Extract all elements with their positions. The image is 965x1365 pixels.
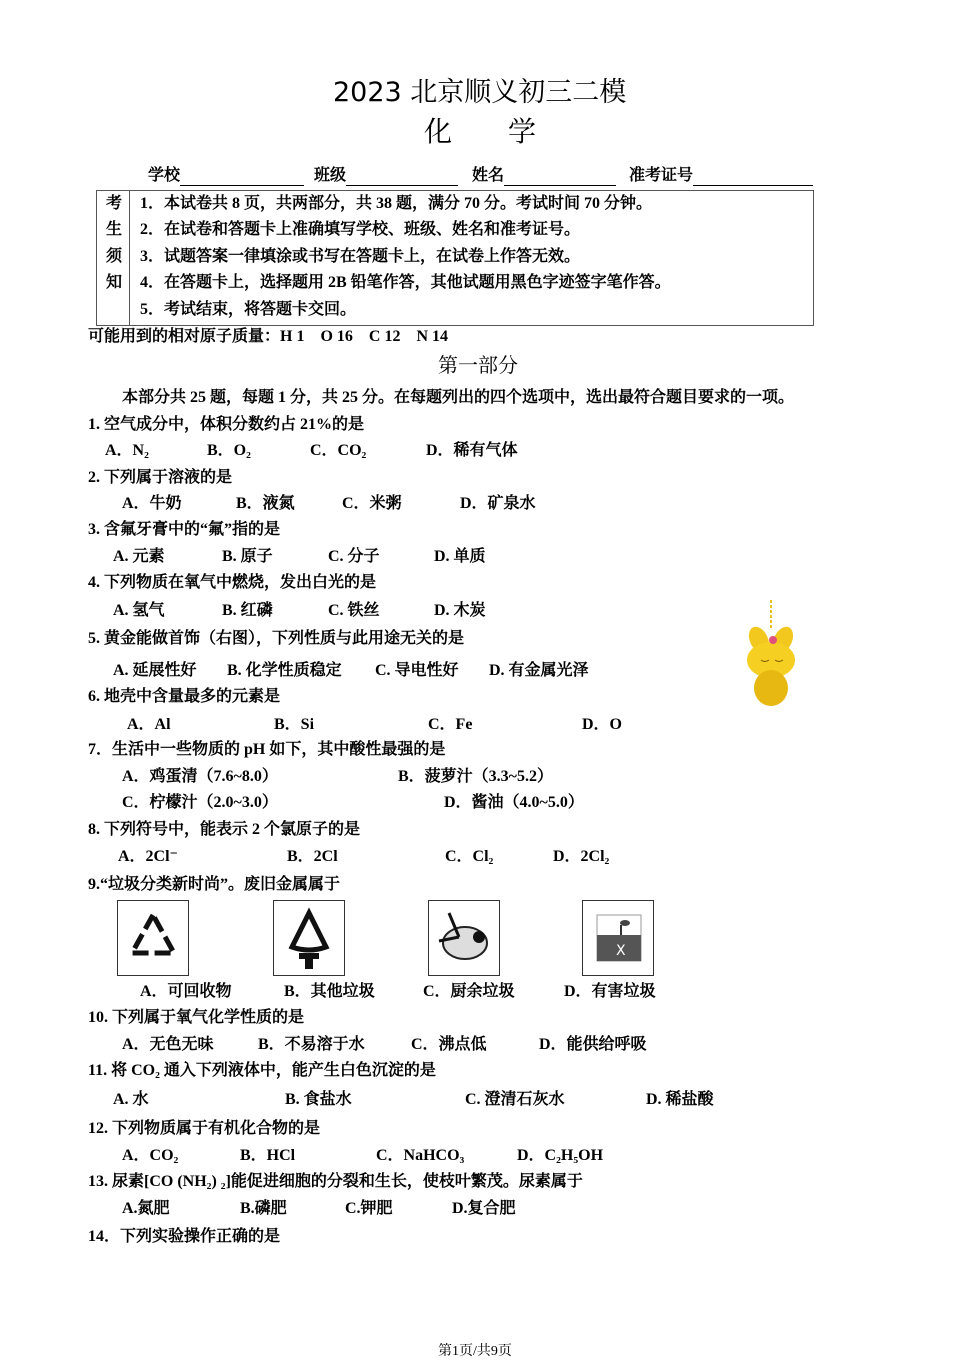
- atomic-mass-line: 可能用到的相对原子质量：H 1 O 16 C 12 N 14: [88, 328, 449, 345]
- question-stem: 12. 下列物质属于有机化合物的是: [88, 1120, 321, 1137]
- notice-item: 1．本试卷共 8 页，共两部分，共 38 题，满分 70 分。考试时间 70 分钟。: [140, 195, 653, 212]
- hazardous-waste-symbol-image: [582, 900, 654, 976]
- option[interactable]: B. 化学性质稳定: [227, 662, 342, 679]
- subject-title: 化学: [424, 115, 593, 148]
- question-stem: 8. 下列符号中，能表示 2 个氯原子的是: [88, 821, 361, 838]
- page-footer: 第1页/共9页: [438, 1344, 512, 1359]
- question-stem: 7．生活中一些物质的 pH 如下，其中酸性最强的是: [88, 741, 446, 758]
- option[interactable]: A．N₂: [105, 442, 149, 459]
- option[interactable]: C．米粥: [342, 495, 402, 512]
- question-stem: 2. 下列属于溶液的是: [88, 469, 233, 486]
- notice-side-char: 考: [106, 195, 123, 212]
- option[interactable]: D．C₂H₅OH: [517, 1147, 604, 1164]
- option[interactable]: D．稀有气体: [426, 442, 518, 459]
- svg-text:X: X: [616, 943, 626, 959]
- option[interactable]: B．2Cl: [287, 848, 338, 865]
- option[interactable]: D．2Cl₂: [553, 848, 610, 865]
- other-waste-symbol-image: [273, 900, 345, 976]
- option[interactable]: D. 单质: [434, 548, 486, 565]
- exam-title: 2023 北京顺义初三二模: [333, 77, 627, 108]
- option[interactable]: D. 稀盐酸: [646, 1091, 714, 1108]
- class-label: 班级: [314, 167, 347, 184]
- option[interactable]: B. 红磷: [222, 602, 273, 619]
- option[interactable]: A．无色无味: [122, 1036, 214, 1053]
- option[interactable]: A．2Cl⁻: [118, 848, 179, 865]
- option[interactable]: A. 延展性好: [113, 662, 197, 679]
- option[interactable]: C．柠檬汁（2.0~3.0）: [122, 794, 278, 811]
- option[interactable]: A．牛奶: [122, 495, 182, 512]
- option[interactable]: B．其他垃圾: [284, 983, 375, 1000]
- question-stem: 11. 将 CO₂ 通入下列液体中，能产生白色沉淀的是: [88, 1062, 436, 1079]
- part-intro: 本部分共 25 题，每题 1 分，共 25 分。在每题列出的四个选项中，选出最符合题目要求的一项。: [122, 389, 795, 406]
- notice-item: 4．在答题卡上，选择题用 2B 铅笔作答，其他试题用黑色字迹签字笔作答。: [140, 274, 671, 291]
- option[interactable]: B．不易溶于水: [258, 1036, 365, 1053]
- option[interactable]: A．鸡蛋清（7.6~8.0）: [122, 768, 278, 785]
- option[interactable]: B．Si: [274, 716, 315, 733]
- option[interactable]: C. 澄清石灰水: [465, 1091, 565, 1108]
- option[interactable]: C．NaHCO₃: [376, 1147, 465, 1164]
- option[interactable]: D. 有金属光泽: [489, 662, 589, 679]
- question-stem: 1. 空气成分中，体积分数约占 21%的是: [88, 416, 365, 433]
- notice-side-char: 须: [106, 248, 123, 265]
- question-stem: 5. 黄金能做首饰（右图），下列性质与此用途无关的是: [88, 630, 465, 647]
- option[interactable]: C. 铁丝: [328, 602, 380, 619]
- option[interactable]: A. 水: [113, 1091, 149, 1108]
- option[interactable]: D．有害垃圾: [564, 983, 656, 1000]
- option[interactable]: C.钾肥: [345, 1200, 393, 1217]
- question-stem: 14．下列实验操作正确的是: [88, 1228, 281, 1245]
- kitchen-waste-symbol-image: [428, 900, 500, 976]
- name-label: 姓名: [472, 167, 505, 184]
- question-stem: 6. 地壳中含量最多的元素是: [88, 688, 281, 705]
- notice-item: 2．在试卷和答题卡上准确填写学校、班级、姓名和准考证号。: [140, 221, 581, 238]
- option[interactable]: D.复合肥: [452, 1200, 516, 1217]
- option[interactable]: D．酱油（4.0~5.0）: [444, 794, 584, 811]
- option[interactable]: D．矿泉水: [460, 495, 536, 512]
- question-stem: 3. 含氟牙膏中的“氟”指的是: [88, 521, 281, 538]
- option[interactable]: B．O₂: [207, 442, 251, 459]
- option[interactable]: A. 氢气: [113, 602, 165, 619]
- option[interactable]: B. 食盐水: [285, 1091, 352, 1108]
- option[interactable]: B．HCl: [240, 1147, 296, 1164]
- notice-item: 5．考试结束，将答题卡交回。: [140, 301, 357, 318]
- option[interactable]: D．O: [582, 716, 623, 733]
- class-field[interactable]: [314, 166, 458, 186]
- option[interactable]: B．菠萝汁（3.3~5.2）: [398, 768, 553, 785]
- option[interactable]: D．能供给呼吸: [539, 1036, 647, 1053]
- option[interactable]: C. 分子: [328, 548, 380, 565]
- option[interactable]: C. 导电性好: [375, 662, 459, 679]
- option[interactable]: A．Al: [127, 716, 171, 733]
- part-heading: 第一部分: [438, 353, 518, 377]
- option[interactable]: A. 元素: [113, 548, 165, 565]
- id-field[interactable]: [629, 166, 813, 186]
- option[interactable]: C．Cl₂: [445, 848, 494, 865]
- notice-side-char: 知: [106, 274, 123, 291]
- question-stem: 4. 下列物质在氧气中燃烧，发出白光的是: [88, 574, 377, 591]
- question-stem: 10. 下列属于氧气化学性质的是: [88, 1009, 305, 1026]
- option[interactable]: C．沸点低: [411, 1036, 487, 1053]
- gold-rabbit-pendant-image: [735, 600, 807, 710]
- option[interactable]: B.磷肥: [240, 1200, 287, 1217]
- name-field[interactable]: [472, 166, 616, 186]
- option[interactable]: C．厨余垃圾: [423, 983, 515, 1000]
- option[interactable]: A.氮肥: [122, 1200, 170, 1217]
- question-stem: 9.“垃圾分类新时尚”。废旧金属属于: [88, 876, 341, 893]
- option[interactable]: C．CO₂: [310, 442, 367, 459]
- option[interactable]: D. 木炭: [434, 602, 486, 619]
- option[interactable]: A．CO₂: [122, 1147, 179, 1164]
- question-stem: 13. 尿素[CO (NH₂) ₂]能促进细胞的分裂和生长，使枝叶繁茂。尿素属于: [88, 1173, 583, 1190]
- exam-notice-box: [96, 190, 814, 326]
- option[interactable]: C．Fe: [428, 716, 473, 733]
- option[interactable]: A．可回收物: [140, 983, 232, 1000]
- school-label: 学校: [148, 167, 181, 184]
- notice-side-char: 生: [106, 221, 123, 238]
- recyclable-symbol-image: [117, 900, 189, 976]
- option[interactable]: B．液氮: [236, 495, 295, 512]
- notice-item: 3．试题答案一律填涂或书写在答题卡上，在试卷上作答无效。: [140, 248, 581, 265]
- id-label: 准考证号: [629, 167, 694, 184]
- option[interactable]: B. 原子: [222, 548, 273, 565]
- school-field[interactable]: [148, 166, 304, 186]
